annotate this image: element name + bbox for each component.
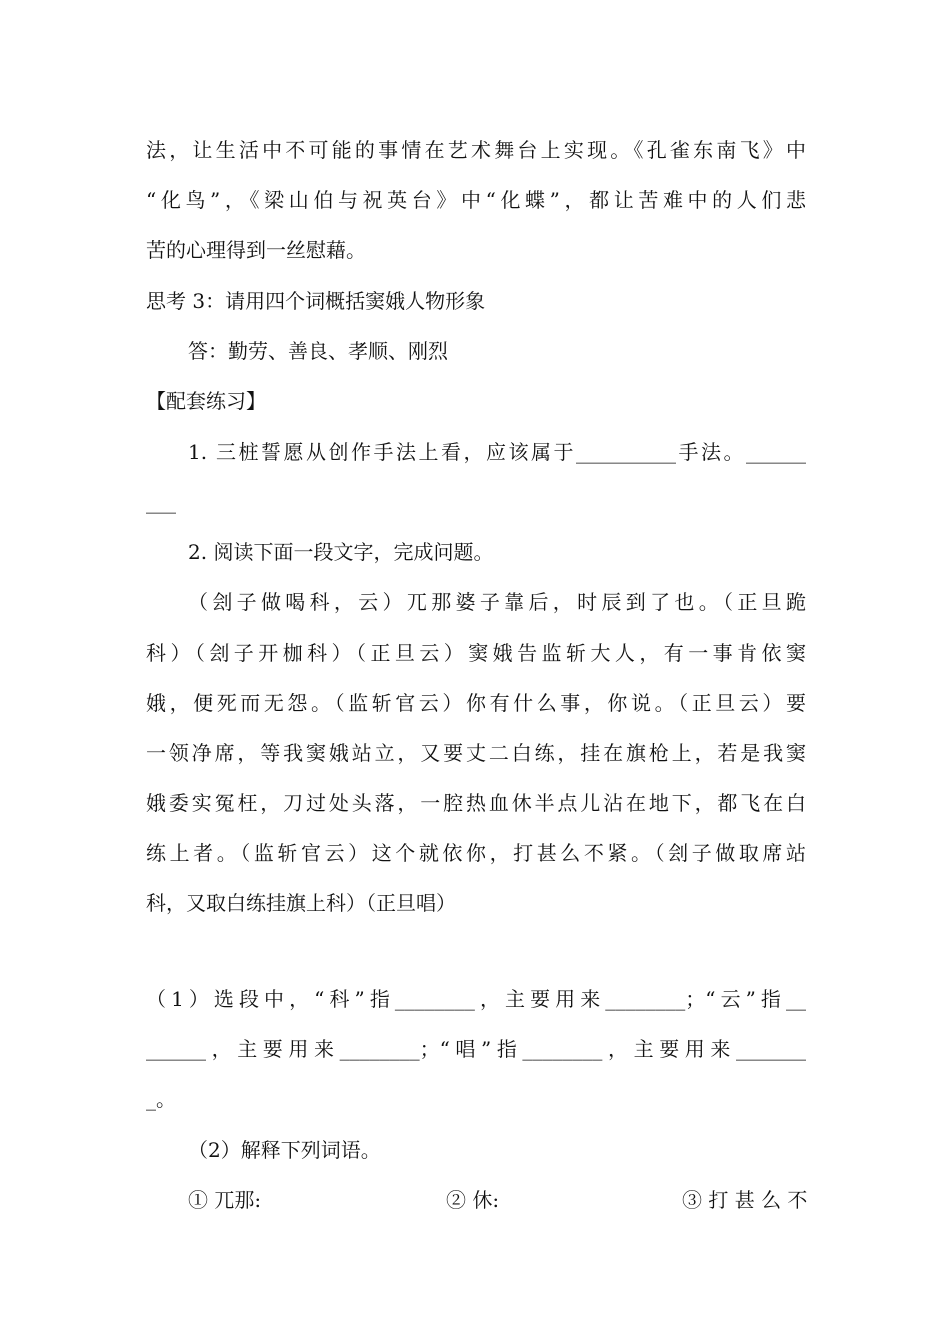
sub2-item-2: ② 休: [446, 1188, 500, 1212]
section-heading: 【配套练习】 [146, 389, 266, 413]
q1-line-1: 1. 三桩誓愿从创作手法上看，应该属于__________手法。______ [188, 440, 806, 464]
passage-line-6: 练上者。（监斩官云）这个就依你，打甚么不紧。（刽子做取席站 [146, 841, 806, 865]
passage-line-7: 科，又取白练挂旗上科）（正旦唱） [146, 891, 456, 915]
passage-line-3: 娥，便死而无怨。（监斩官云）你有什么事，你说。（正旦云）要 [146, 691, 806, 715]
sub2-heading: （2）解释下列词语。 [188, 1138, 381, 1162]
passage-line-4: 一领净席，等我窦娥站立，又要丈二白练，挂在旗枪上，若是我窦 [146, 741, 806, 765]
sub2-items [188, 1188, 808, 1212]
sub1-line-1: （1）选段中，“科”指________，主要用来________；“云”指__ [146, 987, 806, 1011]
sub2-item-1: ① 兀那: [188, 1188, 262, 1212]
think3-answer: 答：勤劳、善良、孝顺、刚烈 [188, 339, 448, 363]
sub1-line-2: ______，主要用来________；“唱”指________，主要用来_______ [146, 1037, 806, 1061]
q1-line-2: ___ [146, 490, 176, 514]
q2-heading: 2. 阅读下面一段文字，完成问题。 [188, 540, 494, 564]
passage-line-1: （刽子做喝科，云）兀那婆子靠后，时辰到了也。（正旦跪 [188, 590, 806, 614]
passage-line-2: 科）（刽子开枷科）（正旦云）窦娥告监斩大人，有一事肯依窦 [146, 641, 806, 665]
think3-question: 思考 3：请用四个词概括窦娥人物形象 [146, 289, 486, 313]
passage-line-5: 娥委实冤枉，刀过处头落，一腔热血休半点儿沾在地下，都飞在白 [146, 791, 806, 815]
intro-line-3: 苦的心理得到一丝慰藉。 [146, 238, 366, 262]
sub2-item-3: ③ 打 甚 么 不 [682, 1188, 808, 1212]
sub1-line-3: _。 [146, 1087, 176, 1111]
intro-line-2: “化鸟”，《梁山伯与祝英台》中“化蝶”，都让苦难中的人们悲 [146, 188, 806, 212]
intro-line-1: 法，让生活中不可能的事情在艺术舞台上实现。《孔雀东南飞》中 [146, 138, 806, 162]
